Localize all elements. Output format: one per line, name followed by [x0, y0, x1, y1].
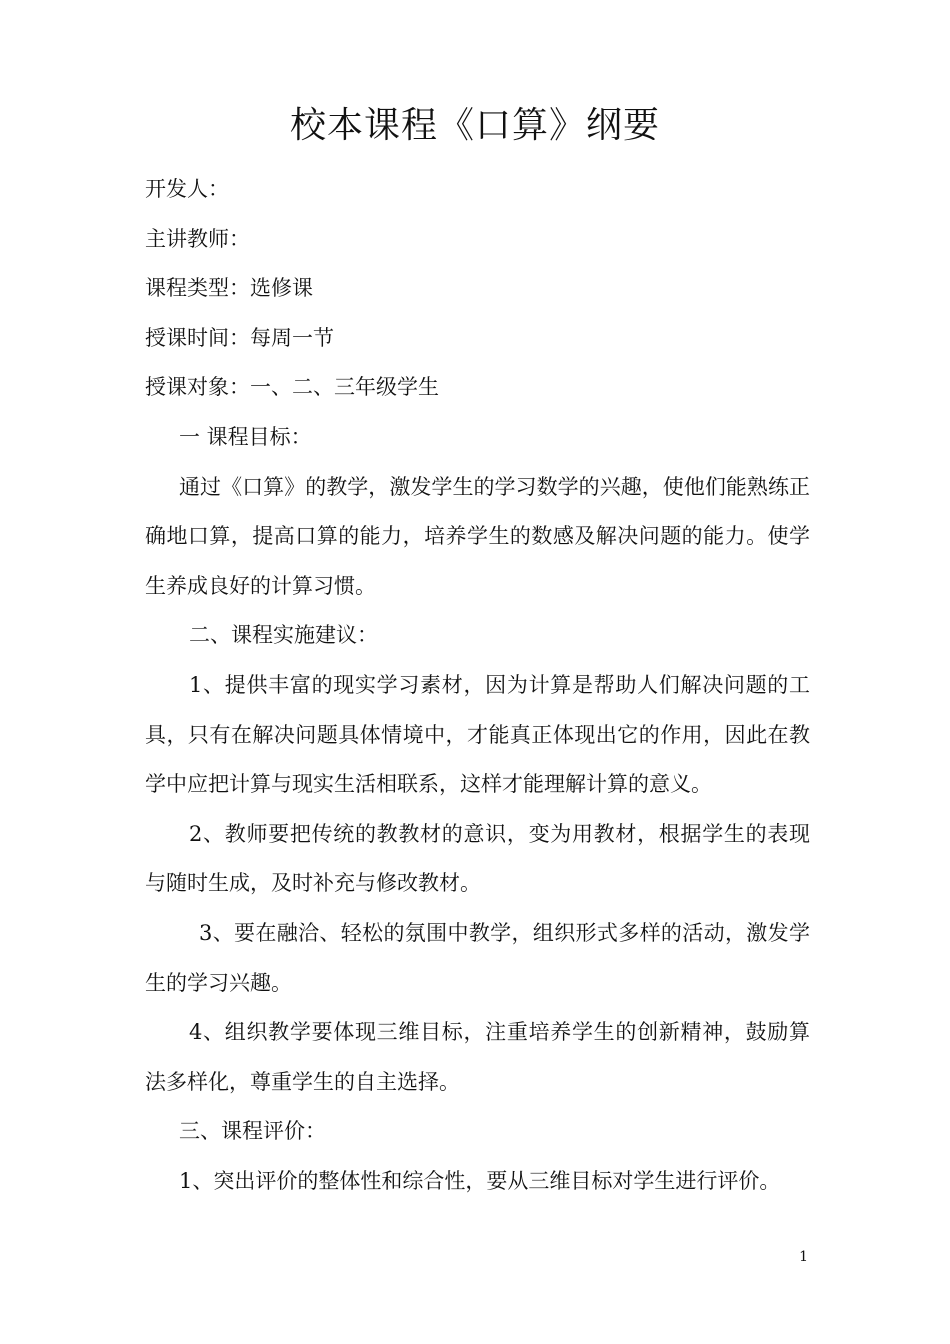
section-paragraph-goals: 通过《口算》的教学，激发学生的学习数学的兴趣，使他们能熟练正确地口算，提高口算的能力，培养学生的数感及解决问题的能力。使学生养成良好的计算习惯。	[145, 474, 810, 598]
meta-developer: 开发人：	[145, 177, 229, 201]
document-title: 校本课程《口算》纲要	[289, 105, 660, 146]
meta-audience: 授课对象：一、二、三年级学生	[145, 375, 439, 400]
section-heading-goals: 一 课程目标：	[179, 424, 312, 449]
meta-schedule: 授课时间：每周一节	[145, 325, 334, 350]
section-heading-implementation: 二、课程实施建议：	[189, 623, 378, 648]
list-item: 1、突出评价的整体性和综合性，要从三维目标对学生进行评价。	[179, 1168, 781, 1193]
list-item: 2、教师要把传统的教教材的意识，变为用教材，根据学生的表现与随时生成，及时补充与修改教材。	[145, 821, 810, 896]
meta-lecturer: 主讲教师：	[145, 226, 250, 251]
meta-course-type: 课程类型：选修课	[145, 276, 313, 301]
list-item: 4、组织教学要体现三维目标，注重培养学生的创新精神，鼓励算法多样化，尊重学生的自主选择。	[145, 1020, 810, 1094]
list-item: 3、要在融洽、轻松的氛围中教学，组织形式多样的活动，激发学生的学习兴趣。	[145, 920, 810, 995]
document-body	[145, 165, 810, 1206]
section-heading-evaluation: 三、课程评价：	[179, 1119, 326, 1144]
page-number: 1	[799, 1249, 808, 1265]
list-item: 1、提供丰富的现实学习素材，因为计算是帮助人们解决问题的工具，只有在解决问题具体情境中，才能真正体现出它的作用，因此在教学中应把计算与现实生活相联系，这样才能理解计算的意义。	[145, 672, 810, 797]
